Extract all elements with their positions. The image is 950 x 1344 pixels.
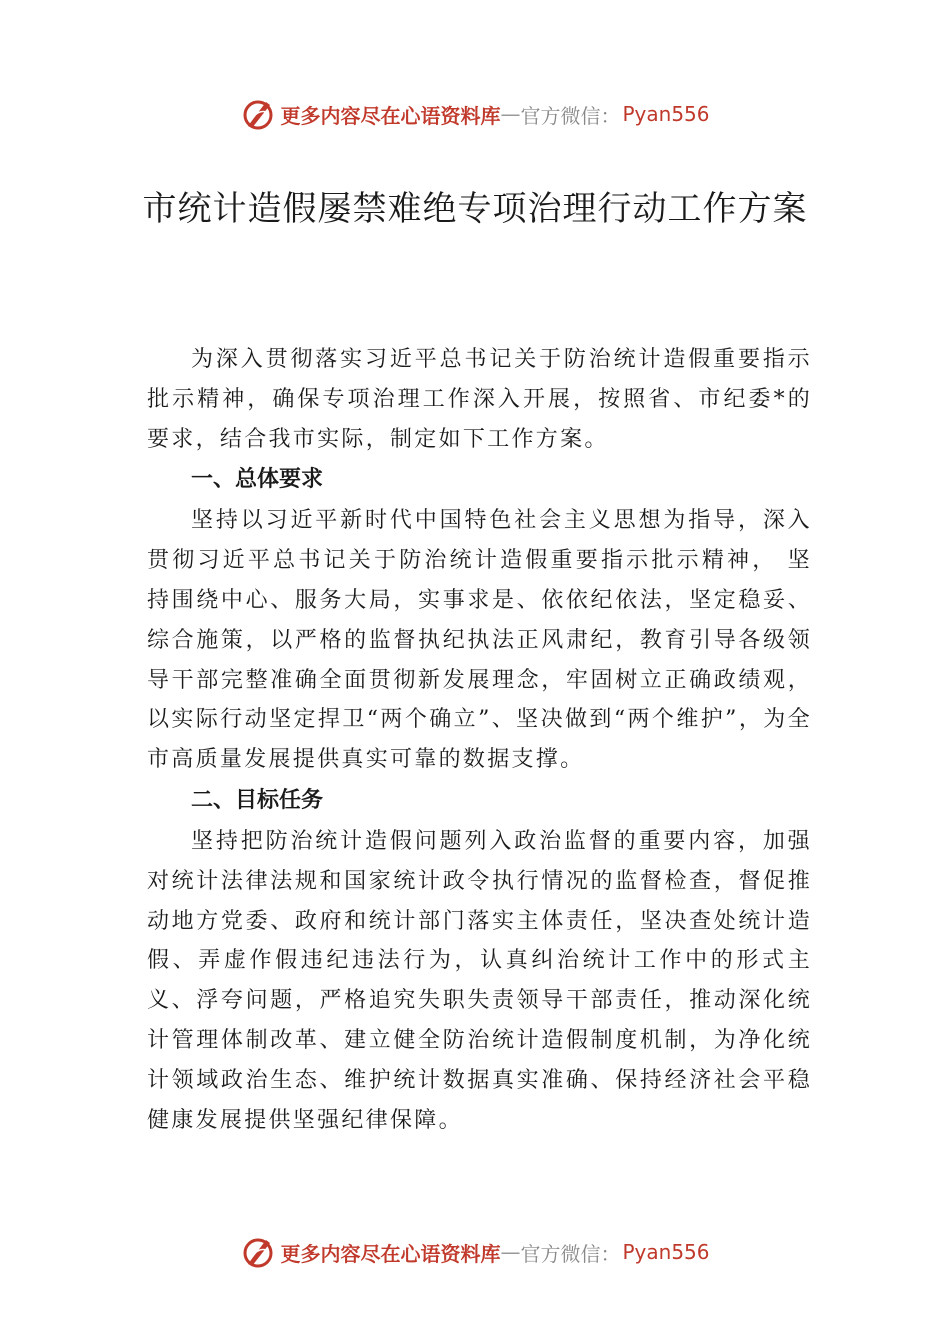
section-heading-target-tasks: 二、目标任务 xyxy=(191,787,324,813)
watermark-wechat-label: 官方微信： xyxy=(520,1241,621,1266)
watermark-wechat-label: 官方微信： xyxy=(520,103,621,128)
section-body-target-tasks: 坚持把防治统计造假问题列入政治监督的重要内容，加强对统计法律法规和国家统计政令执行情况的监督检查，督促推动地方党委、政府和统计部门落实主体责任，坚决查处统计造假、弄虚作假违纪违法行为，认真纠治统计工作中的形式主义、浮夸问题，严格追究失职失责领导干部责任，推动深化统计管理体制改革、建立健全防治统计造假制度机制，为净化统计领域政治生态、维护统计数据真实准确、保持经济社会平稳健康发展提供坚强纪律保障。 xyxy=(147,828,812,1133)
section-body-overall-requirements: 坚持以习近平新时代中国特色社会主义思想为指导，深入贯彻习近平总书记关于防治统计造假重要指示批示精神， 坚持围绕中心、服务大局，实事求是、依依纪依法，坚定稳妥、综合施策，以严格的监督执纪执法正风肃纪，教育引导各级领导干部完整准确全面贯彻新发展理念，牢固树立正确政绩观，以实际行动坚定捍卫“两个确立”、坚决做到“两个维护”，为全市高质量发展提供真实可靠的数据支撑。 xyxy=(147,508,812,773)
quill-logo-icon xyxy=(240,1234,276,1270)
document-body xyxy=(147,340,812,1140)
quill-logo-icon xyxy=(240,96,276,132)
intro-paragraph: 为深入贯彻落实习近平总书记关于防治统计造假重要指示批示精神，确保专项治理工作深入开展，按照省、市纪委*的要求，结合我市实际，制定如下工作方案。 xyxy=(147,347,812,452)
section-heading-overall-requirements: 一、总体要求 xyxy=(191,467,324,493)
watermark-text: 更多内容尽在心语资料库 xyxy=(280,103,501,128)
watermark-wechat-id: Pyan556 xyxy=(622,1240,710,1264)
watermark-wechat-id: Pyan556 xyxy=(622,102,710,126)
watermark-separator: — xyxy=(500,102,521,126)
watermark-footer xyxy=(0,1234,950,1270)
watermark-header xyxy=(0,96,950,132)
watermark-text: 更多内容尽在心语资料库 xyxy=(280,1241,501,1266)
document-title: 市统计造假屡禁难绝专项治理行动工作方案 xyxy=(142,189,808,229)
watermark-separator: — xyxy=(500,1240,521,1264)
